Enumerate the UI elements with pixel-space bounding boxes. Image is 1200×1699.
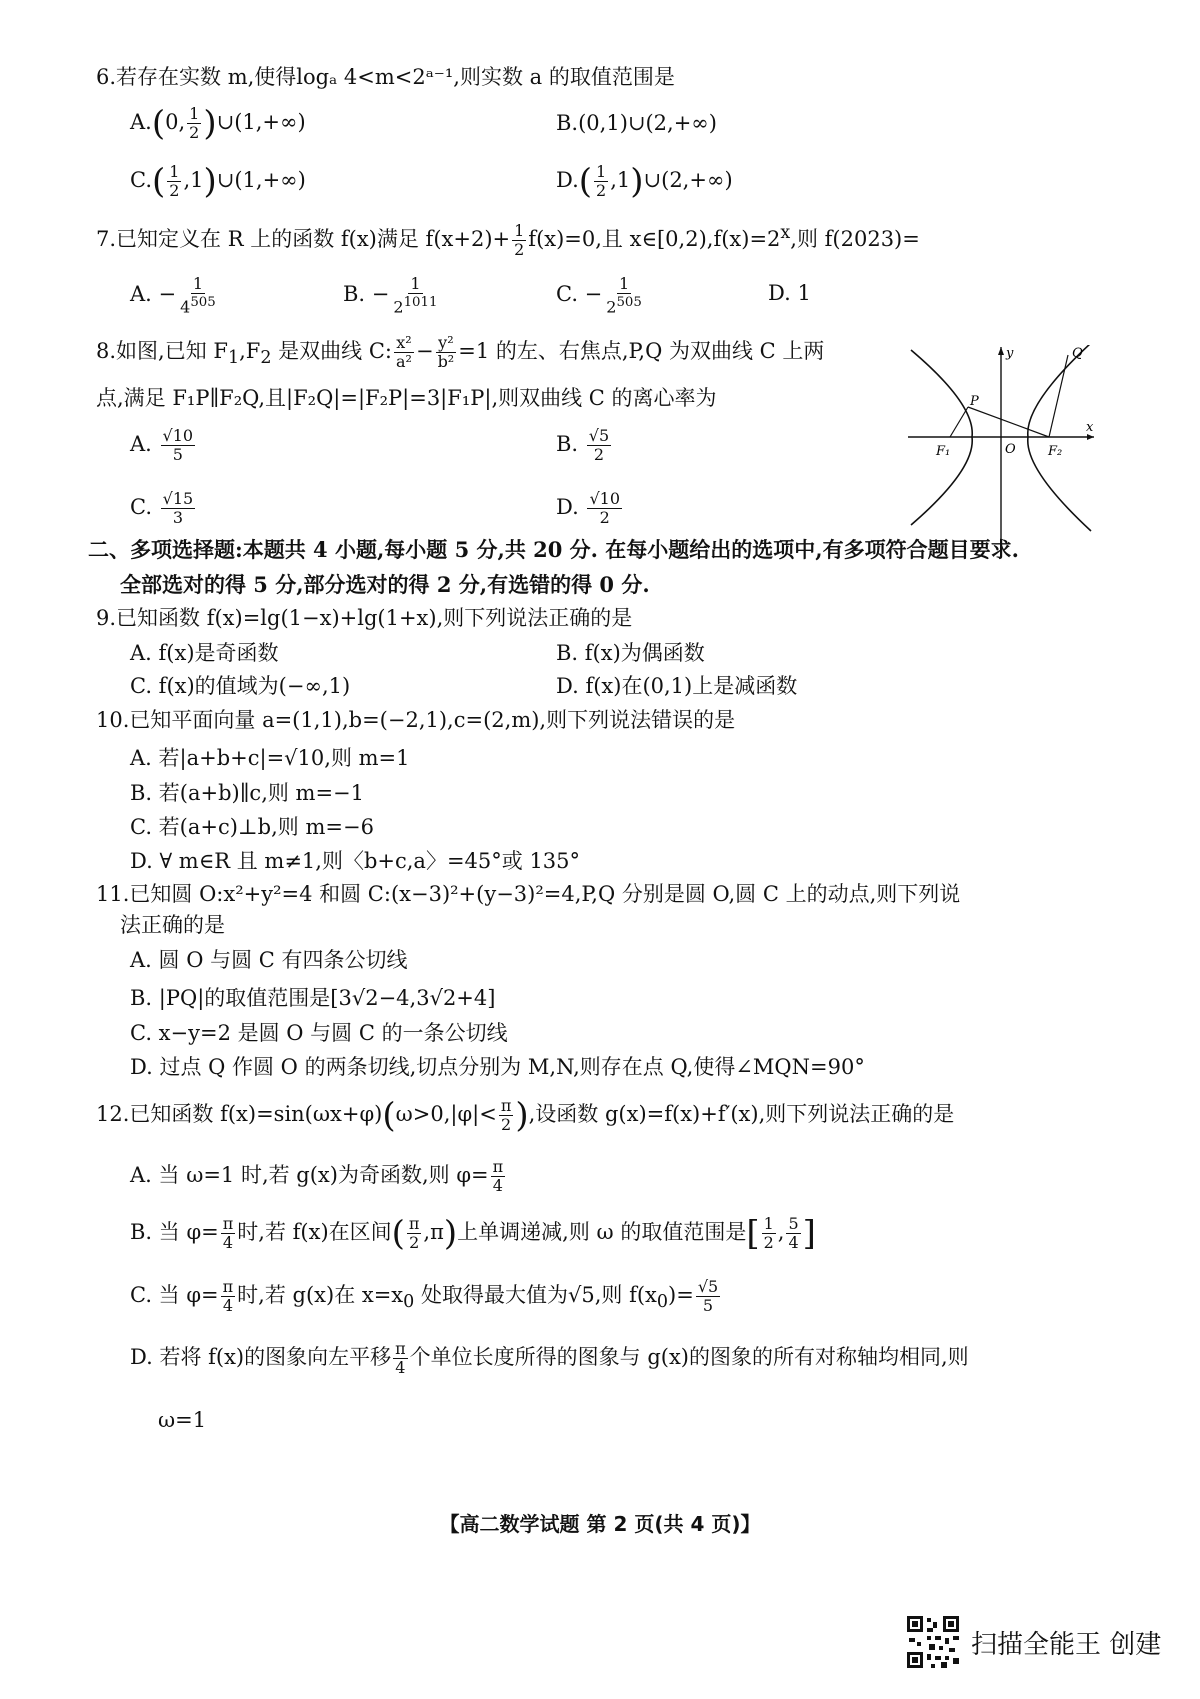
question-9-stem: 9.已知函数 f(x)=lg(1−x)+lg(1+x),则下列说法正确的是 bbox=[96, 606, 633, 630]
question-10-option-c: C. 若(a+c)⊥b,则 m=−6 bbox=[130, 815, 374, 839]
question-7-option-b: B. − $\frac{1}{2^{1011}}$ bbox=[343, 274, 438, 317]
question-6-option-a: A.(0, $\frac{1}{2}$ )∪(1,+∞) bbox=[130, 103, 306, 144]
question-12-option-d-line1: D. 若将 f(x)的图象向左平移 $\frac{\pi}{4}$ 个单位长度所得的图象与 g(x)的图象的所有对称轴均相同,则 bbox=[130, 1339, 969, 1377]
question-6-option-b: B.(0,1)∪(2,+∞) bbox=[556, 111, 717, 135]
hyperbola-figure bbox=[906, 345, 1096, 545]
segment-f1-p bbox=[950, 407, 968, 437]
bleed-through-text bbox=[700, 72, 706, 93]
question-11-option-b: B. |PQ|的取值范围是[3√2−4,3√2+4] bbox=[130, 986, 496, 1010]
question-6-option-d: D.( $\frac{1}{2}$ ,1)∪(2,+∞) bbox=[556, 161, 733, 202]
label-x: x bbox=[1086, 420, 1094, 435]
question-11-option-a: A. 圆 O 与圆 C 有四条公切线 bbox=[130, 948, 408, 972]
question-10-option-a: A. 若|a+b+c|=√10,则 m=1 bbox=[130, 746, 410, 770]
question-9-option-a: A. f(x)是奇函数 bbox=[130, 641, 279, 665]
question-8-stem-line1: 8.如图,已知 $F_1,F_2$ 是双曲线 C: $\frac{\text{x²}}{\text{a²}}$ − $\frac{\text{y²}}{\text{b²}}$ =1 的左、右焦点,P,Q 为双曲线 C 上两 bbox=[96, 333, 825, 371]
label-f1: F₁ bbox=[936, 444, 951, 459]
question-11-stem-line1: 11.已知圆 O:x²+y²=4 和圆 C:(x−3)²+(y−3)²=4,P,Q 分别是圆 O,圆 C 上的动点,则下列说 bbox=[96, 882, 961, 906]
label-origin: O bbox=[1005, 442, 1016, 457]
question-8-option-b: B. $\frac{√5}{2}$ bbox=[556, 426, 610, 464]
question-11-stem-line2: 法正确的是 bbox=[120, 913, 225, 937]
question-12-option-b: B. 当 φ= $\frac{\pi}{4}$ 时,若 f(x)在区间( $\frac{\pi}{2}$ ,π)上单调递减,则 ω 的取值范围是[ $\frac{1}{2}$ , $\frac{5}{4}$ ] bbox=[130, 1213, 816, 1254]
qr-code-icon bbox=[905, 1614, 961, 1670]
hyperbola-right-branch bbox=[1028, 345, 1091, 531]
question-7-stem: 7.已知定义在 R 上的函数 f(x)满足 f(x+2)+ $\frac{1}{2}$ f(x)=0,且 $x\in[0,2),f(x)=2^x$,则 f(2023)= bbox=[96, 221, 920, 259]
label-y: y bbox=[1006, 346, 1014, 361]
question-12-option-a: A. 当 ω=1 时,若 g(x)为奇函数,则 φ= $\frac{\pi}{4}$ bbox=[130, 1157, 504, 1195]
question-10-stem: 10.已知平面向量 a=(1,1),b=(−2,1),c=(2,m),则下列说法错误的是 bbox=[96, 708, 736, 732]
question-10-option-b: B. 若(a+b)∥c,则 m=−1 bbox=[130, 781, 365, 805]
page-footer: 【高二数学试题 第 2 页(共 4 页)】 bbox=[439, 1512, 761, 1536]
label-p: P bbox=[970, 394, 979, 409]
question-11-option-d: D. 过点 Q 作圆 O 的两条切线,切点分别为 M,N,则存在点 Q,使得∠MQN=90° bbox=[130, 1055, 865, 1079]
question-9-option-c: C. f(x)的值域为(−∞,1) bbox=[130, 674, 351, 698]
question-8-stem-line2: 点,满足 F₁P∥F₂Q,且|F₂Q|=|F₂P|=3|F₁P|,则双曲线 C 的离心率为 bbox=[96, 386, 717, 410]
segment-f2-q bbox=[1049, 355, 1068, 437]
question-8-option-c: C. $\frac{√15}{3}$ bbox=[130, 489, 194, 527]
section-2-heading-line1: 二、多项选择题:本题共 4 小题,每小题 5 分,共 20 分. 在每小题给出的选项中,有多项符合题目要求. bbox=[88, 537, 1019, 562]
section-2-heading-line2: 全部选对的得 5 分,部分选对的得 2 分,有选错的得 0 分. bbox=[120, 572, 650, 597]
question-7-option-a: A. − $\frac{1}{4^{505}}$ bbox=[130, 274, 216, 317]
question-12-option-c: C. 当 φ= $\frac{\pi}{4}$ 时,若 g(x)在 $x=x_0$ 处取得最大值为√5,则 $f(x_0)=$ $\frac{√5}{5}$ bbox=[130, 1277, 719, 1315]
y-axis-arrow bbox=[998, 347, 1004, 355]
question-6-option-c: C.( $\frac{1}{2}$ ,1)∪(1,+∞) bbox=[130, 161, 306, 202]
scanner-watermark-text: 扫描全能王 创建 bbox=[971, 1629, 1162, 1660]
label-f2: F₂ bbox=[1048, 444, 1063, 459]
question-6-stem: 6.若存在实数 m,使得logₐ 4<m<2ᵃ⁻¹,则实数 a 的取值范围是 bbox=[96, 65, 675, 89]
question-10-option-d: D. ∀ m∈R 且 m≠1,则〈b+c,a〉=45°或 135° bbox=[130, 849, 581, 873]
question-9-option-b: B. f(x)为偶函数 bbox=[556, 641, 705, 665]
question-8-option-a: A. $\frac{√10}{5}$ bbox=[130, 426, 194, 464]
question-9-option-d: D. f(x)在(0,1)上是减函数 bbox=[556, 674, 798, 698]
question-7-option-c: C. − $\frac{1}{2^{505}}$ bbox=[556, 274, 642, 317]
question-11-option-c: C. x−y=2 是圆 O 与圆 C 的一条公切线 bbox=[130, 1021, 508, 1045]
question-12-stem: 12.已知函数 f(x)=sin(ωx+φ)(ω>0,|φ|< $\frac{\pi}{2}$ ),设函数 g(x)=f(x)+f′(x),则下列说法正确的是 bbox=[96, 1095, 955, 1136]
scanner-watermark bbox=[905, 1612, 1161, 1672]
label-q: Q bbox=[1072, 346, 1083, 361]
question-7-option-d: D. 1 bbox=[768, 281, 811, 305]
question-12-option-d-line2: ω=1 bbox=[158, 1408, 207, 1432]
segment-p-f2 bbox=[968, 407, 1049, 437]
question-8-option-d: D. $\frac{√10}{2}$ bbox=[556, 489, 621, 527]
